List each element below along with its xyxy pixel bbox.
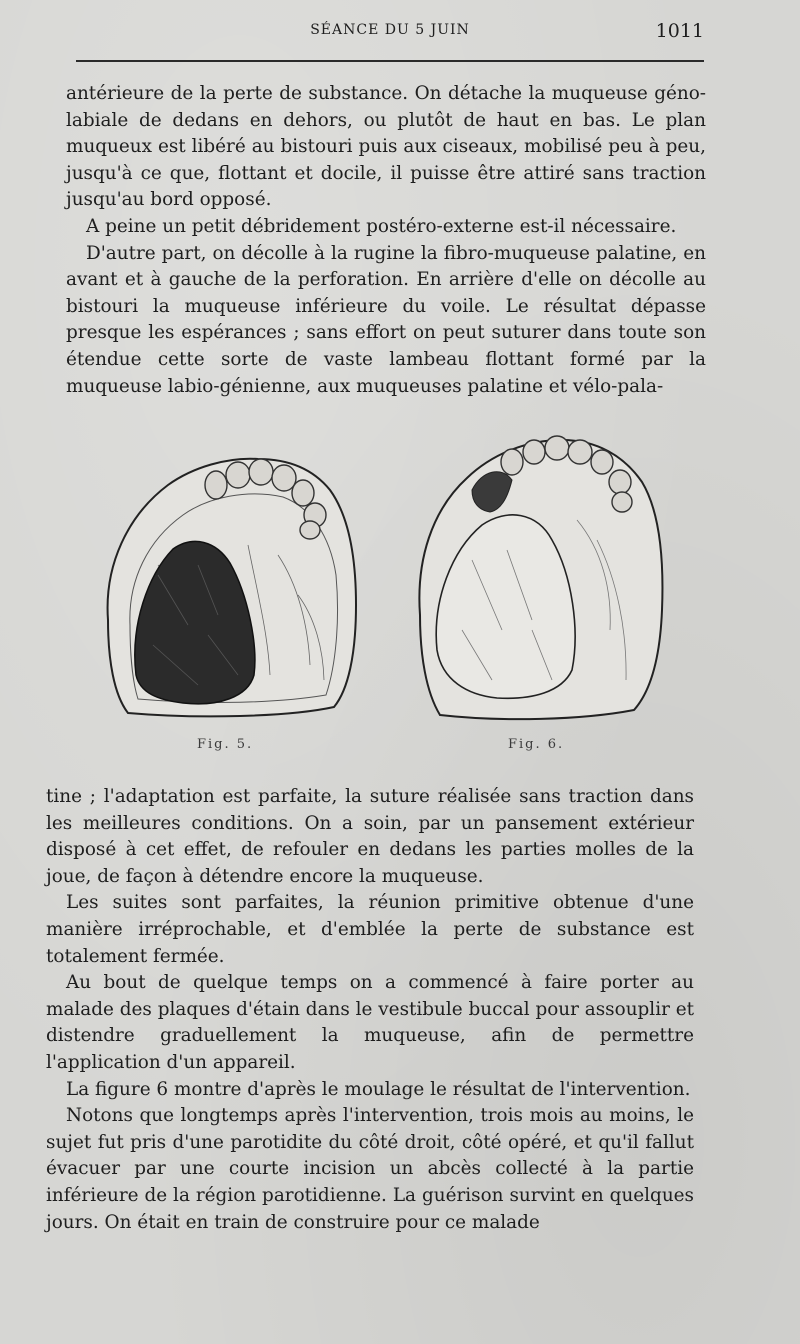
running-header <box>76 20 704 48</box>
paragraph: D'autre part, on décolle à la rugine la fibro-muqueuse palatine, en avant et à gauche de la perforation. En arrière d'elle on décolle au bistouri la muqueuse inférieure du voile. Le résultat dépasse presque les espérances ; sans effort on peut suturer dans toute son étendue cette sorte de vaste lambeau flottant formé par la muqueuse labio-génienne, aux muqueuses palatine et vélo-pala- <box>66 242 706 397</box>
text-block-bottom <box>46 784 694 1236</box>
paragraph: antérieure de la perte de substance. On détache la muqueuse géno-labiale de dedans en dehors, ou plutôt de haut en bas. Le plan muqueux est libéré au bistouri puis aux ciseaux, mobilisé peu à peu, jusqu'à ce que, flottant et docile, il puisse être attiré sans traction jusqu'au bord opposé. <box>66 83 706 211</box>
running-title: SÉANCE DU 5 JUIN <box>310 22 470 38</box>
paragraph: Notons que longtemps après l'intervention, trois mois au moins, le sujet fut pris d'une parotidite du côté droit, côté opéré, et qu'il fallut évacuer par une courte incision un abcès collecté à la partie inférieure de la région parotidienne. La guérison survint en quelques jours. On était en train de construire pour ce malade <box>46 1105 694 1233</box>
figure-5-palate-cast <box>98 445 360 730</box>
text-block-top <box>66 81 706 400</box>
paragraph: A peine un petit débridement postéro-externe est-il nécessaire. <box>86 215 677 237</box>
header-rule <box>76 60 704 62</box>
figure-6-caption: Fig. 6. <box>508 737 565 752</box>
paragraph: Au bout de quelque temps on a commencé à faire porter au malade des plaques d'étain dans le vestibule buccal pour assouplir et distendre graduellement la muqueuse, afin de permettre l'application d'un appareil. <box>46 972 694 1073</box>
figure-5-caption: Fig. 5. <box>197 737 254 752</box>
paragraph: Les suites sont parfaites, la réunion primitive obtenue d'une manière irréprochable, et d'emblée la perte de substance est totalement fermée. <box>46 892 694 967</box>
paragraph: La figure 6 montre d'après le moulage le résultat de l'intervention. <box>66 1078 691 1100</box>
figure-6-palate-cast <box>412 430 668 730</box>
paragraph: tine ; l'adaptation est parfaite, la suture réalisée sans traction dans les meilleures conditions. On a soin, par un pansement extérieur disposé à cet effet, de refouler en dedans les parties molles de la joue, de façon à détendre encore la muqueuse. <box>46 786 694 887</box>
page-number: 1011 <box>655 20 704 42</box>
